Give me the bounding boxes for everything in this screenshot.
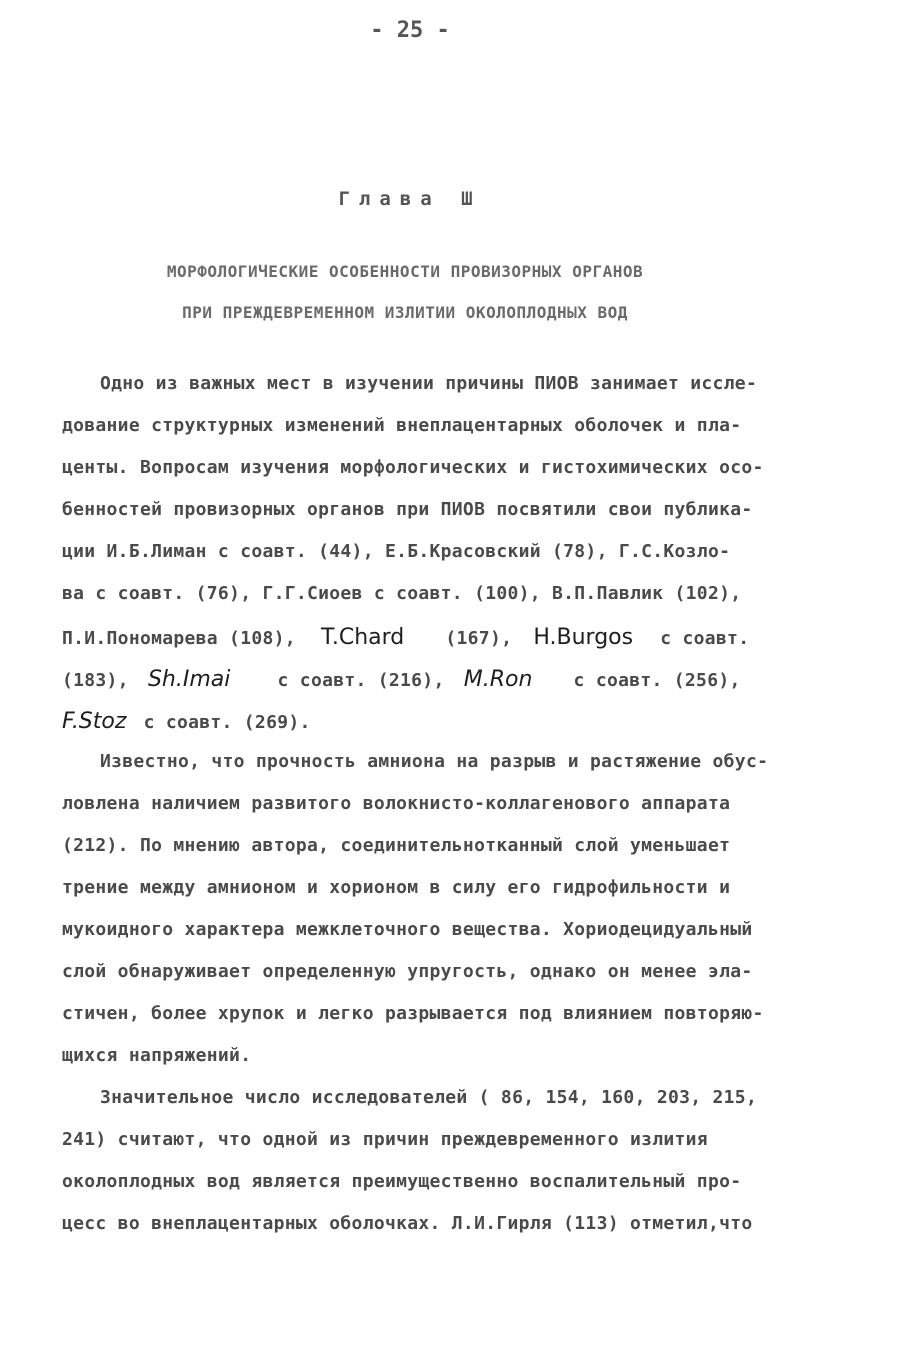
paragraph-3-line-4: цесс во внеплацентарных оболочках. Л.И.Гирля (113) отметил,что: [62, 1213, 753, 1234]
paragraph-1-line-2: дование структурных изменений внеплацентарных оболочек и пла-: [62, 415, 742, 436]
paragraph-1-line-5: ции И.Б.Лиман с соавт. (44), Е.Б.Красовский (78), Г.С.Козло-: [62, 541, 731, 562]
paragraph-2-line-3: (212). По мнению автора, соединительнотканный слой уменьшает: [62, 835, 731, 856]
paragraph-1-line-9: [62, 709, 311, 734]
paragraph-2-line-7: стичен, более хрупок и легко разрывается под влиянием повторяю-: [62, 1003, 764, 1024]
paragraph-3-line-3: околоплодных вод является преимущественно воспалительный про-: [62, 1171, 742, 1192]
citation-text: (167),: [445, 628, 513, 649]
paragraph-2-line-4: трение между амнионом и хорионом в силу его гидрофильности и: [62, 877, 731, 898]
paragraph-1-line-8: [62, 667, 741, 692]
paragraph-1-line-7: [62, 625, 749, 650]
handwritten-author-ron: M.Ron: [463, 667, 533, 692]
citation-text: с соавт. (216),: [277, 670, 445, 691]
paragraph-2-line-8: щихся напряжений.: [62, 1045, 252, 1066]
paragraph-2-line-1: Известно, что прочность амниона на разрыв и растяжение обус-: [100, 751, 769, 772]
paragraph-1-line-3: центы. Вопросам изучения морфологических и гистохимических осо-: [62, 457, 764, 478]
citation-text: П.И.Пономарева (108),: [62, 628, 296, 649]
citation-text: с соавт.: [660, 628, 750, 649]
citation-text: с соавт. (256),: [573, 670, 741, 691]
page-number: - 25 -: [370, 18, 450, 43]
chapter-title: Глава Ш: [338, 188, 482, 210]
paragraph-2-line-6: слой обнаруживает определенную упругость, однако он менее эла-: [62, 961, 753, 982]
paragraph-2-line-2: ловлена наличием развитого волокнисто-коллагенового аппарата: [62, 793, 731, 814]
paragraph-3-line-2: 241) считают, что одной из причин преждевременного излития: [62, 1129, 708, 1150]
handwritten-author-burgos: H.Burgos: [533, 625, 634, 650]
paragraph-1-line-6: ва с соавт. (76), Г.Г.Сиоев с соавт. (100), В.П.Павлик (102),: [62, 583, 742, 604]
section-heading-line-2: ПРИ ПРЕЖДЕВРЕМЕННОМ ИЗЛИТИИ ОКОЛОПЛОДНЫХ ВОД: [182, 303, 628, 322]
handwritten-author-stoz: F.Stoz: [62, 709, 127, 734]
paragraph-2-line-5: мукоидного характера межклеточного вещества. Хориодецидуальный: [62, 919, 753, 940]
citation-text: (183),: [62, 670, 129, 691]
handwritten-author-imai: Sh.Imai: [147, 667, 231, 692]
paragraph-1-line-4: бенностей провизорных органов при ПИОВ посвятили свои публика-: [62, 499, 753, 520]
citation-text: с соавт. (269).: [143, 712, 311, 733]
paragraph-3-line-1: Значительное число исследователей ( 86, 154, 160, 203, 215,: [100, 1087, 758, 1108]
section-heading-line-1: МОРФОЛОГИЧЕСКИЕ ОСОБЕННОСТИ ПРОВИЗОРНЫХ ОРГАНОВ: [166, 262, 644, 281]
paragraph-1-line-1: Одно из важных мест в изучении причины ПИОВ занимает иссле-: [100, 373, 758, 394]
handwritten-author-chard: T.Chard: [321, 625, 405, 650]
